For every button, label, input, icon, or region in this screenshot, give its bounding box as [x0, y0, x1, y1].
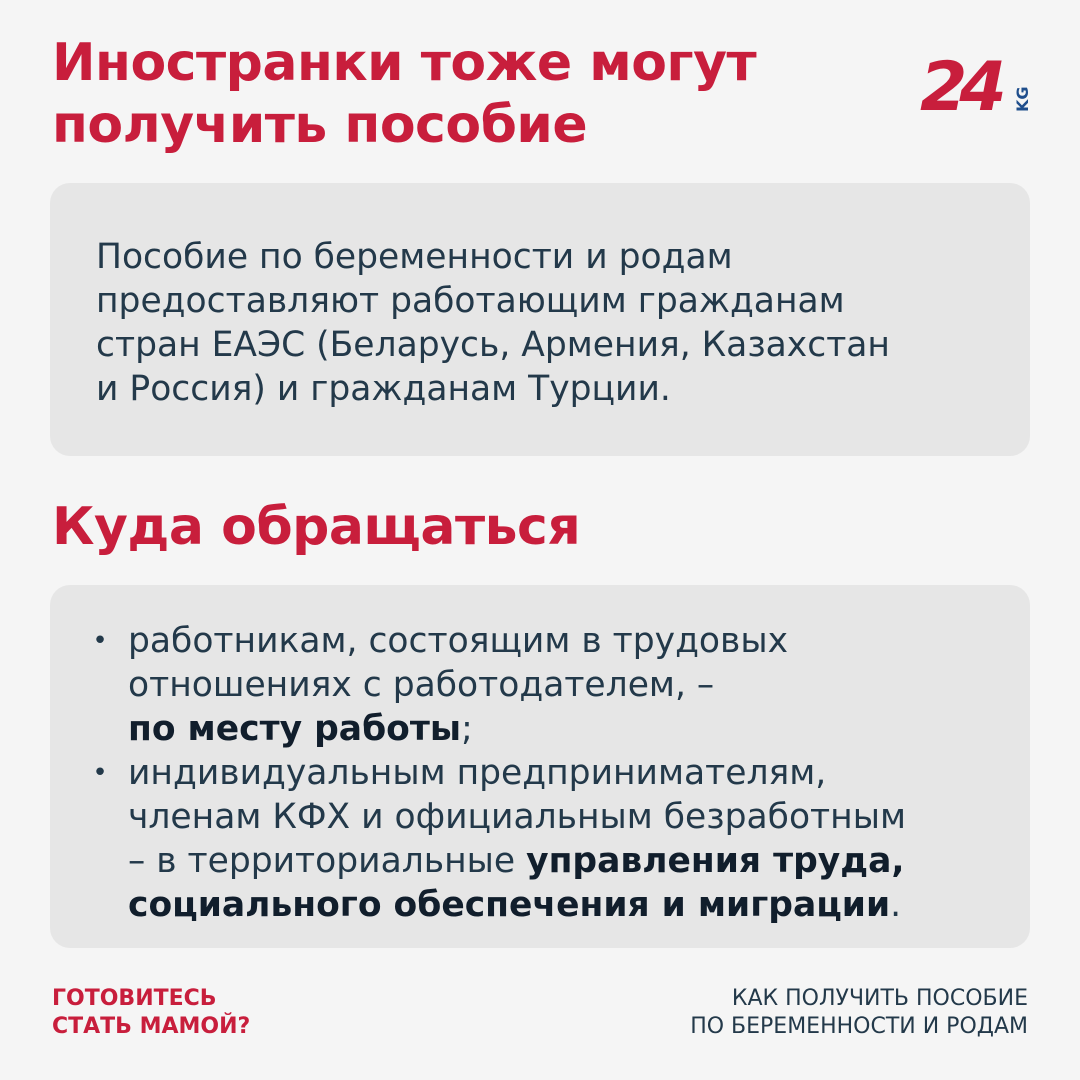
- intro-line: стран ЕАЭС (Беларусь, Армения, Казахстан: [96, 325, 890, 365]
- bullet-icon: •: [92, 626, 108, 656]
- intro-text: [96, 235, 984, 411]
- item-line: индивидуальным предпринимателям,: [128, 753, 827, 793]
- section-heading: Куда обращаться: [52, 497, 581, 557]
- office-emphasis-2: социального обеспечения и миграции: [128, 885, 891, 925]
- logo-suffix: KG: [1013, 86, 1032, 112]
- page-title: [52, 32, 872, 156]
- list-item-employees: [90, 619, 992, 751]
- intro-card: [50, 183, 1030, 456]
- intro-line: и Россия) и гражданам Турции.: [96, 369, 671, 409]
- item-tail: .: [890, 885, 902, 925]
- footer-right-line: КАК ПОЛУЧИТЬ ПОСОБИЕ: [731, 986, 1028, 1011]
- item-line: работникам, состоящим в трудовых: [128, 621, 789, 661]
- where-card: [50, 585, 1030, 948]
- intro-line: предоставляют работающим гражданам: [96, 281, 845, 321]
- title-line-1: Иностранки тоже могут: [52, 33, 757, 93]
- footer-left-line: СТАТЬ МАМОЙ?: [52, 1014, 251, 1039]
- footer-left-line: ГОТОВИТЕСЬ: [52, 986, 217, 1011]
- item-line: отношениях с работодателем, –: [128, 665, 715, 705]
- list-item-entrepreneurs: [90, 751, 992, 927]
- item-line-bold-wrap: [128, 707, 992, 751]
- footer-series-title: [52, 985, 250, 1041]
- item-line: членам КФХ и официальным безработным: [128, 797, 906, 837]
- title-line-2: получить пособие: [52, 95, 588, 155]
- intro-line: Пособие по беременности и родам: [96, 237, 733, 277]
- item-tail: ;: [461, 709, 473, 749]
- bullet-icon: •: [92, 758, 108, 788]
- footer-right-line: ПО БЕРЕМЕННОСТИ И РОДАМ: [690, 1014, 1028, 1039]
- item-line-bold-wrap: [128, 883, 992, 927]
- logo-24kg: [918, 40, 1038, 120]
- workplace-emphasis: по месту работы: [128, 709, 462, 749]
- office-emphasis-1: управления труда,: [526, 841, 905, 881]
- item-line-mixed: [128, 839, 992, 883]
- logo-number: 24: [920, 48, 999, 120]
- item-plain-text: – в территориальные: [128, 841, 527, 881]
- footer-topic: [690, 985, 1028, 1041]
- where-list: [90, 619, 992, 927]
